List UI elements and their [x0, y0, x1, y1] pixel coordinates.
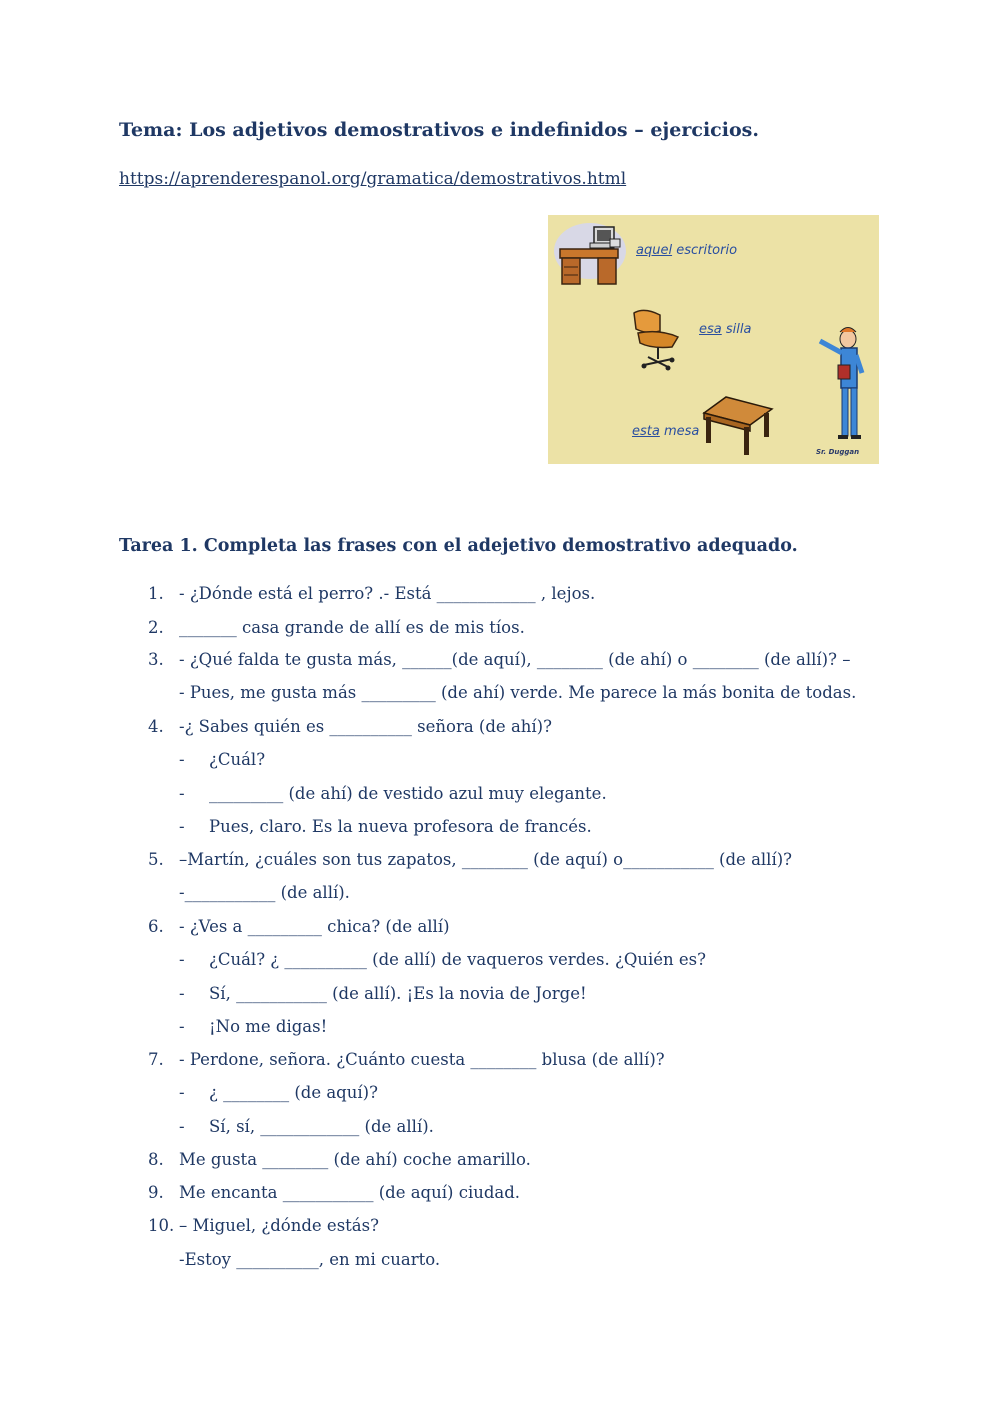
- dialogue-dash: -: [179, 1017, 185, 1036]
- exercise-line: _______ casa grande de allí es de mis tíos.: [179, 618, 525, 637]
- exercise-number: 5.: [148, 850, 164, 869]
- exercise-number: 7.: [148, 1050, 164, 1069]
- exercise-line: - ¿Dónde está el perro? .- Está ____________ , lejos.: [179, 584, 596, 603]
- demonstratives-illustration: [548, 215, 879, 464]
- dialogue-dash: -: [179, 750, 185, 769]
- exercise-line: ¡No me digas!: [209, 1017, 328, 1036]
- exercise-number: 3.: [148, 650, 164, 669]
- dialogue-dash: -: [179, 1117, 185, 1136]
- exercise-line: ¿ ________ (de aquí)?: [209, 1083, 378, 1102]
- exercise-line: - Perdone, señora. ¿Cuánto cuesta ________ blusa (de allí)?: [179, 1050, 665, 1069]
- exercise-line: - ¿Ves a _________ chica? (de allí): [179, 917, 450, 936]
- office-chair-icon: [634, 310, 678, 370]
- dialogue-dash: -: [179, 984, 185, 1003]
- exercise-number: 9.: [148, 1183, 164, 1202]
- caption-aquel: aquel escritorio: [636, 243, 738, 258]
- exercise-number: 6.: [148, 917, 164, 936]
- exercise-line: Sí, ___________ (de allí). ¡Es la novia de Jorge!: [209, 984, 587, 1003]
- exercise-line: ¿Cuál? ¿ __________ (de allí) de vaqueros verdes. ¿Quién es?: [209, 950, 706, 969]
- table-icon: [704, 397, 772, 455]
- exercise-number: 4.: [148, 717, 164, 736]
- exercise-line: _________ (de ahí) de vestido azul muy elegante.: [209, 784, 607, 803]
- caption-esta: esta mesa: [632, 424, 700, 439]
- dialogue-dash: -: [179, 817, 185, 836]
- dialogue-dash: -: [179, 1083, 185, 1102]
- exercise-line: ¿Cuál?: [209, 750, 266, 769]
- exercise-number: 10.: [148, 1216, 175, 1235]
- exercise-line: Me encanta ___________ (de aquí) ciudad.: [179, 1183, 521, 1202]
- exercise-line: - ¿Qué falda te gusta más, ______(de aquí), ________ (de ahí) o ________ (de allí)? –: [179, 650, 851, 669]
- exercise-line: Me gusta ________ (de ahí) coche amarillo.: [179, 1150, 531, 1169]
- exercise-line: -___________ (de allí).: [179, 883, 350, 902]
- exercise-line: –Martín, ¿cuáles son tus zapatos, ________ (de aquí) o___________ (de allí)?: [179, 850, 793, 869]
- teacher-figure-icon: [820, 328, 862, 440]
- exercise-line: – Miguel, ¿dónde estás?: [179, 1216, 379, 1235]
- exercise-number: 8.: [148, 1150, 164, 1169]
- exercise-number: 1.: [148, 584, 164, 603]
- artist-signature: Sr. Duggan: [816, 448, 860, 456]
- task-heading: Tarea 1. Completa las frases con el adejetivo demostrativo adequado.: [119, 536, 798, 556]
- source-link[interactable]: https://aprenderespanol.org/gramatica/demostrativos.html: [119, 169, 627, 189]
- desk-computer-icon: [554, 223, 626, 284]
- exercise-line: -Estoy __________, en mi cuarto.: [179, 1250, 441, 1269]
- page-title: Tema: Los adjetivos demostrativos e indefinidos – ejercicios.: [119, 119, 759, 141]
- exercise-line: Sí, sí, ____________ (de allí).: [209, 1117, 434, 1136]
- exercise-line: -¿ Sabes quién es __________ señora (de ahí)?: [179, 717, 552, 736]
- caption-esa: esa silla: [699, 322, 752, 337]
- dialogue-dash: -: [179, 950, 185, 969]
- exercise-line: - Pues, me gusta más _________ (de ahí) verde. Me parece la más bonita de todas.: [179, 683, 857, 702]
- exercise-line: Pues, claro. Es la nueva profesora de francés.: [209, 817, 592, 836]
- dialogue-dash: -: [179, 784, 185, 803]
- exercise-number: 2.: [148, 618, 164, 637]
